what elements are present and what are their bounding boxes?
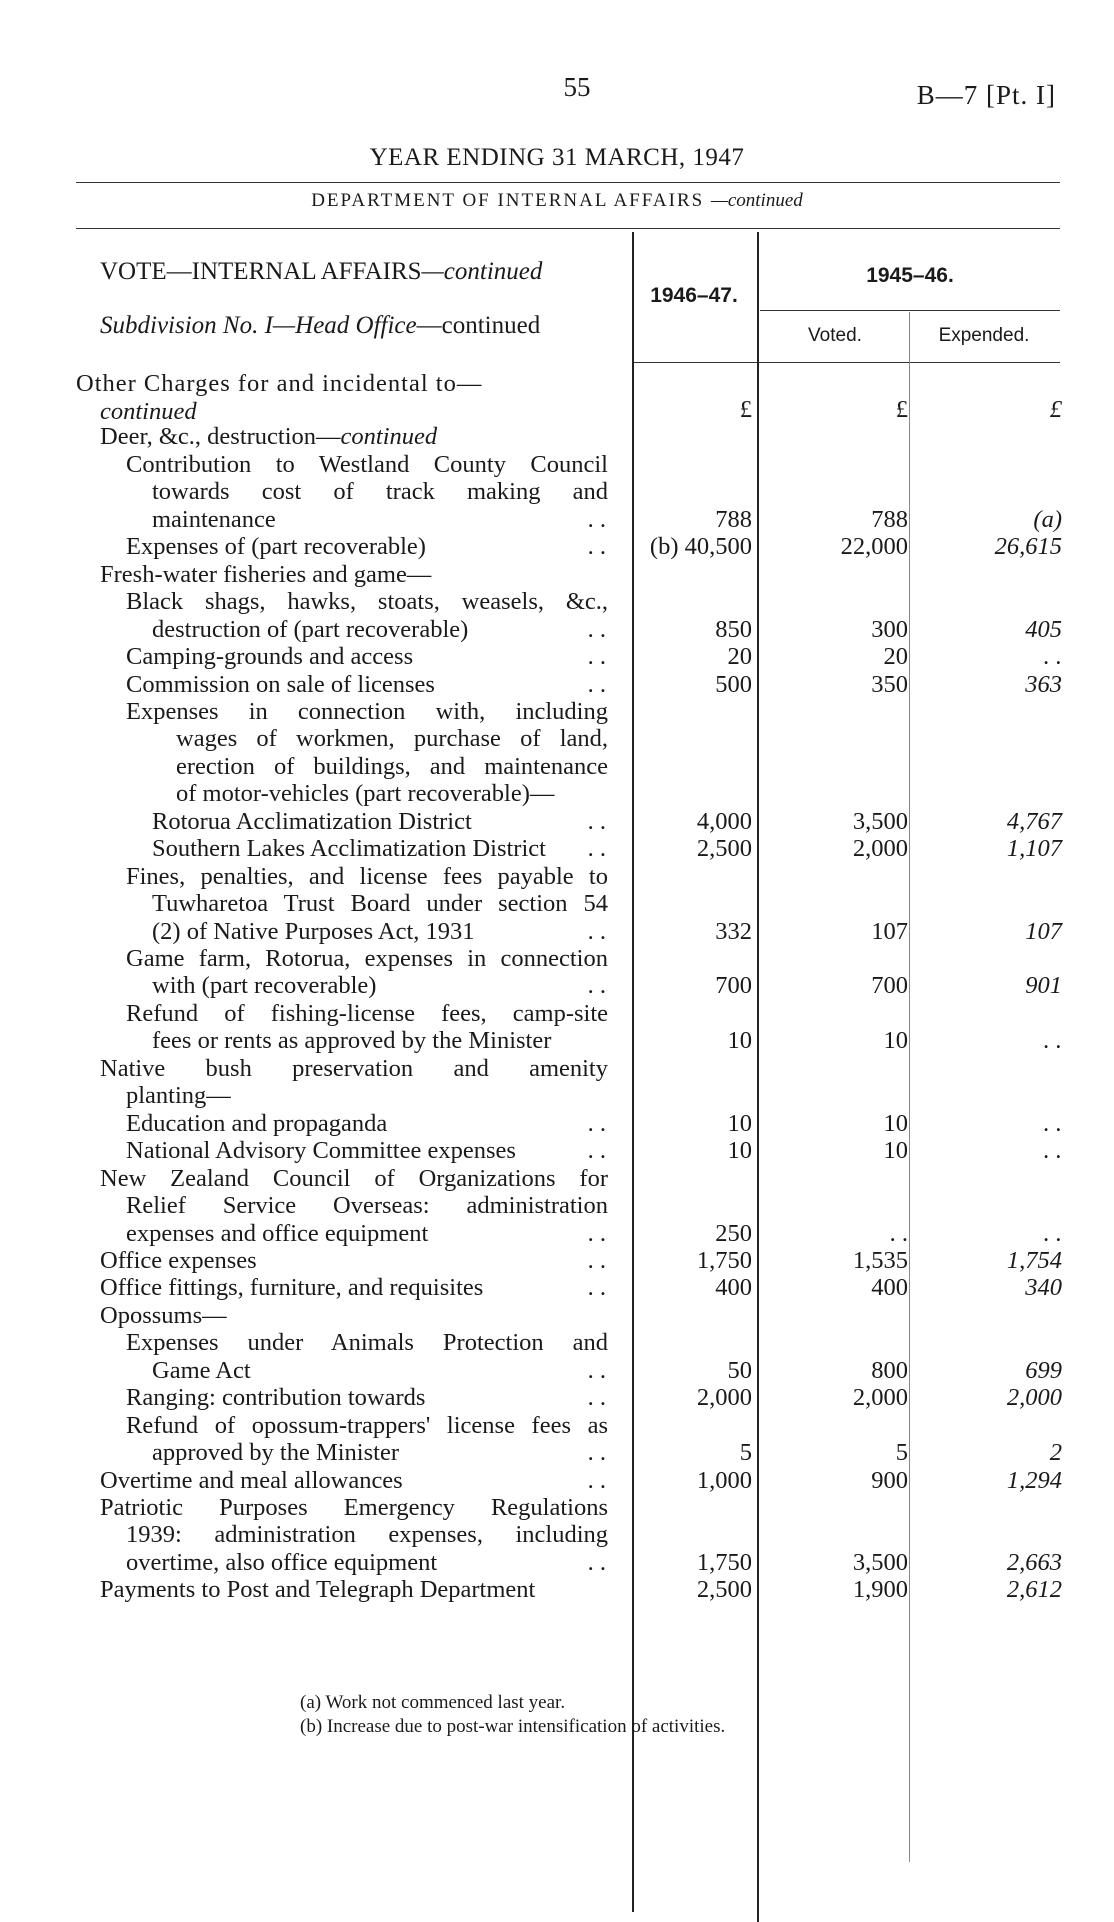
amount-1946-47: 250 <box>715 1219 752 1247</box>
amount-expended: 340 <box>1025 1274 1062 1302</box>
table-row <box>0 972 1114 1000</box>
amount-1946-47: (b) 40,500 <box>649 533 752 561</box>
table-row <box>0 506 1114 534</box>
table-row <box>0 1165 1114 1193</box>
table-row <box>0 478 1114 506</box>
table-row <box>0 945 1114 973</box>
amount-voted: 788 <box>871 505 908 533</box>
table-row <box>0 616 1114 644</box>
row-description: approved by the Minister <box>152 1439 399 1467</box>
row-description: Refund of fishing-license fees, camp-site <box>126 999 608 1027</box>
row-description: Payments to Post and Telegraph Department <box>100 1576 536 1604</box>
table-row <box>0 1220 1114 1248</box>
amount-expended: 901 <box>1025 972 1062 1000</box>
row-description: Ranging: contribution towards <box>126 1384 426 1412</box>
row-description: Southern Lakes Acclimatization District <box>152 835 546 863</box>
amount-expended: 363 <box>1025 670 1062 698</box>
table-row <box>0 1055 1114 1083</box>
row-description: Contribution to Westland County Council <box>126 450 608 478</box>
amount-expended: 1,107 <box>1006 835 1062 863</box>
table-row <box>0 918 1114 946</box>
amount-expended: 107 <box>1025 917 1062 945</box>
row-description: Camping-grounds and access <box>126 643 414 671</box>
dot-leader: . . <box>587 1466 606 1494</box>
amount-expended: . . <box>1043 643 1062 671</box>
row-description: Expenses under Animals Protection and <box>126 1329 608 1357</box>
amount-expended: 26,615 <box>994 533 1062 561</box>
amount-1946-47: 2,000 <box>696 1384 752 1412</box>
table-row <box>0 1192 1114 1220</box>
dot-leader: . . <box>587 1109 606 1137</box>
amount-voted: 3,500 <box>852 807 908 835</box>
row-description: Education and propaganda <box>126 1109 388 1137</box>
rule <box>76 228 1060 229</box>
row-description: National Advisory Committee expenses <box>126 1137 516 1165</box>
row-description: Black shags, hawks, stoats, weasels, &c., <box>126 588 608 616</box>
table-row <box>0 725 1114 753</box>
amount-expended: (a) <box>1033 505 1062 533</box>
row-description: Game farm, Rotorua, expenses in connection <box>126 945 608 972</box>
table-row <box>0 1110 1114 1138</box>
column-group-1945-46: 1945–46. <box>866 264 954 287</box>
row-description: overtime, also office equipment <box>126 1548 438 1576</box>
amount-expended: 2,000 <box>1006 1384 1062 1412</box>
amount-voted: 700 <box>871 972 908 1000</box>
amount-1946-47: 4,000 <box>696 807 752 835</box>
column-header-voted: Voted. <box>808 325 862 346</box>
row-description: with (part recoverable) <box>152 972 377 1000</box>
amount-1946-47: 1,000 <box>696 1466 752 1494</box>
amount-expended: 1,754 <box>1006 1246 1062 1274</box>
footnote-b: (b) Increase due to post-war intensification of activities. <box>300 1716 726 1737</box>
table-row <box>0 780 1114 808</box>
amount-voted: 10 <box>883 1027 908 1055</box>
amount-voted: 400 <box>871 1274 908 1302</box>
row-description: Commission on sale of licenses <box>126 670 435 698</box>
rule <box>760 310 1060 311</box>
amount-expended: . . <box>1043 1027 1062 1055</box>
row-description: Office expenses <box>100 1246 257 1274</box>
dot-leader: . . <box>587 1246 606 1274</box>
dot-leader: . . <box>587 1137 606 1165</box>
table-row <box>0 1384 1114 1412</box>
row-description: planting— <box>126 1082 231 1110</box>
table-row <box>0 1412 1114 1440</box>
section-heading-continued: continued <box>100 398 197 425</box>
dot-leader: . . <box>587 1274 606 1302</box>
row-description: maintenance <box>152 505 276 533</box>
dot-leader: . . <box>587 1548 606 1576</box>
table-row <box>0 1274 1114 1302</box>
row-description: Game Act <box>152 1356 251 1384</box>
section-heading: Other Charges for and incidental to— <box>76 370 483 397</box>
dot-leader: . . <box>587 807 606 835</box>
table-row <box>0 423 1114 451</box>
amount-1946-47: 50 <box>727 1356 752 1384</box>
amount-1946-47: 850 <box>715 615 752 643</box>
amount-1946-47: 20 <box>727 643 752 671</box>
amount-voted: 1,535 <box>852 1246 908 1274</box>
column-header-expended: Expended. <box>938 325 1030 346</box>
row-description: Fines, penalties, and license fees payable to <box>126 862 608 890</box>
table-row <box>0 890 1114 918</box>
table-row <box>0 533 1114 561</box>
dot-leader: . . <box>587 1439 606 1467</box>
amount-expended: . . <box>1043 1137 1062 1165</box>
amount-voted: 5 <box>895 1439 908 1467</box>
table-row <box>0 1494 1114 1522</box>
column-header-1946-47: 1946–47. <box>650 284 738 307</box>
row-description: Deer, &c., destruction—continued <box>100 423 438 451</box>
amount-voted: 2,000 <box>852 835 908 863</box>
table-row <box>0 1357 1114 1385</box>
amount-voted: 300 <box>871 615 908 643</box>
amount-1946-47: 5 <box>739 1439 752 1467</box>
department-title: DEPARTMENT OF INTERNAL AFFAIRS —continued <box>311 190 803 211</box>
row-description: Native bush preservation and amenity <box>100 1054 608 1082</box>
dot-leader: . . <box>587 505 606 533</box>
row-description: wages of workmen, purchase of land, <box>176 725 608 753</box>
amount-expended: £ <box>1049 396 1062 423</box>
dot-leader: . . <box>587 643 606 671</box>
amount-voted: 800 <box>871 1356 908 1384</box>
dot-leader: . . <box>587 835 606 863</box>
row-description: Refund of opossum-trappers' license fees as <box>126 1411 608 1439</box>
amount-expended: 699 <box>1025 1356 1062 1384</box>
amount-1946-47: 10 <box>727 1109 752 1137</box>
amount-voted: 22,000 <box>840 533 908 561</box>
dot-leader: . . <box>587 1219 606 1247</box>
page-number: 55 <box>563 72 591 102</box>
amount-expended: 2 <box>1049 1439 1062 1467</box>
amount-1946-47: 332 <box>715 917 752 945</box>
table-row <box>0 1247 1114 1275</box>
table-row <box>0 835 1114 863</box>
amount-expended: 1,294 <box>1006 1466 1062 1494</box>
amount-voted: 10 <box>883 1109 908 1137</box>
table-row <box>0 1329 1114 1357</box>
dot-leader: . . <box>587 917 606 945</box>
table-row <box>0 1521 1114 1549</box>
amount-1946-47: 10 <box>727 1027 752 1055</box>
amount-1946-47: 1,750 <box>696 1548 752 1576</box>
table-row <box>0 396 1114 424</box>
year-title: YEAR ENDING 31 MARCH, 1947 <box>369 144 745 171</box>
document-reference: B—7 [Pt. I] <box>916 80 1056 110</box>
row-description: Opossums— <box>100 1301 227 1329</box>
amount-voted: 2,000 <box>852 1384 908 1412</box>
amount-voted: 20 <box>883 643 908 671</box>
amount-expended: . . <box>1043 1219 1062 1247</box>
table-row <box>0 1082 1114 1110</box>
row-description: expenses and office equipment <box>126 1219 429 1247</box>
table-row <box>0 1302 1114 1330</box>
dot-leader: . . <box>587 533 606 561</box>
table-row <box>0 561 1114 589</box>
row-description: New Zealand Council of Organizations for <box>100 1164 608 1192</box>
row-description: fees or rents as approved by the Minister <box>152 1027 552 1055</box>
rule <box>634 362 1060 363</box>
row-description: Office fittings, furniture, and requisites <box>100 1274 484 1302</box>
vote-title: VOTE—INTERNAL AFFAIRS—continued <box>100 258 543 285</box>
row-description: Relief Service Overseas: administration <box>126 1192 608 1220</box>
amount-expended: 2,663 <box>1006 1548 1062 1576</box>
amount-1946-47: 788 <box>715 505 752 533</box>
dot-leader: . . <box>587 972 606 1000</box>
dot-leader: . . <box>587 615 606 643</box>
amount-voted: 900 <box>871 1466 908 1494</box>
amount-1946-47: 1,750 <box>696 1246 752 1274</box>
amount-expended: 2,612 <box>1006 1576 1062 1604</box>
row-description: (2) of Native Purposes Act, 1931 <box>152 917 475 945</box>
amount-1946-47: 2,500 <box>696 835 752 863</box>
table-row <box>0 808 1114 836</box>
amount-voted: 1,900 <box>852 1576 908 1604</box>
amount-expended: . . <box>1043 1109 1062 1137</box>
row-description: of motor-vehicles (part recoverable)— <box>176 780 555 808</box>
footnote-a: (a) Work not commenced last year. <box>300 1692 566 1713</box>
dot-leader: . . <box>587 1384 606 1412</box>
row-description: Rotorua Acclimatization District <box>152 807 472 835</box>
table-row <box>0 643 1114 671</box>
amount-1946-47: 700 <box>715 972 752 1000</box>
row-description: Fresh-water fisheries and game— <box>100 560 432 588</box>
amount-voted: 10 <box>883 1137 908 1165</box>
table-row <box>0 1027 1114 1055</box>
amount-1946-47: 400 <box>715 1274 752 1302</box>
amount-1946-47: 500 <box>715 670 752 698</box>
row-description: Expenses of (part recoverable) <box>126 533 426 561</box>
table-row <box>0 863 1114 891</box>
table-row <box>0 753 1114 781</box>
amount-voted: 107 <box>871 917 908 945</box>
row-description: Tuwharetoa Trust Board under section 54 <box>152 890 608 918</box>
table-row <box>0 1467 1114 1495</box>
row-description: Expenses in connection with, including <box>126 697 608 725</box>
row-description: 1939: administration expenses, including <box>126 1521 608 1549</box>
amount-voted: . . <box>889 1219 908 1247</box>
dot-leader: . . <box>587 1356 606 1384</box>
amount-1946-47: 10 <box>727 1137 752 1165</box>
amount-voted: £ <box>895 396 908 423</box>
row-description: destruction of (part recoverable) <box>152 615 469 643</box>
table-row <box>0 671 1114 699</box>
table-row <box>0 1549 1114 1577</box>
table-row <box>0 1439 1114 1467</box>
amount-voted: 3,500 <box>852 1548 908 1576</box>
row-description: erection of buildings, and maintenance <box>176 752 608 780</box>
amount-expended: 4,767 <box>1006 807 1062 835</box>
row-description: towards cost of track making and <box>152 478 608 506</box>
amount-1946-47: £ <box>739 396 752 423</box>
table-row <box>0 698 1114 726</box>
table-row <box>0 1576 1114 1604</box>
row-description: Overtime and meal allowances <box>100 1466 403 1494</box>
amount-1946-47: 2,500 <box>696 1576 752 1604</box>
subdivision-title: Subdivision No. I—Head Office—continued <box>100 312 541 339</box>
amount-voted: 350 <box>871 670 908 698</box>
table-row <box>0 451 1114 479</box>
table-row <box>0 588 1114 616</box>
table-row <box>0 1000 1114 1028</box>
dot-leader: . . <box>587 670 606 698</box>
rule <box>76 182 1060 183</box>
row-description: Patriotic Purposes Emergency Regulations <box>100 1494 608 1521</box>
amount-expended: 405 <box>1025 615 1062 643</box>
table-row <box>0 1137 1114 1165</box>
